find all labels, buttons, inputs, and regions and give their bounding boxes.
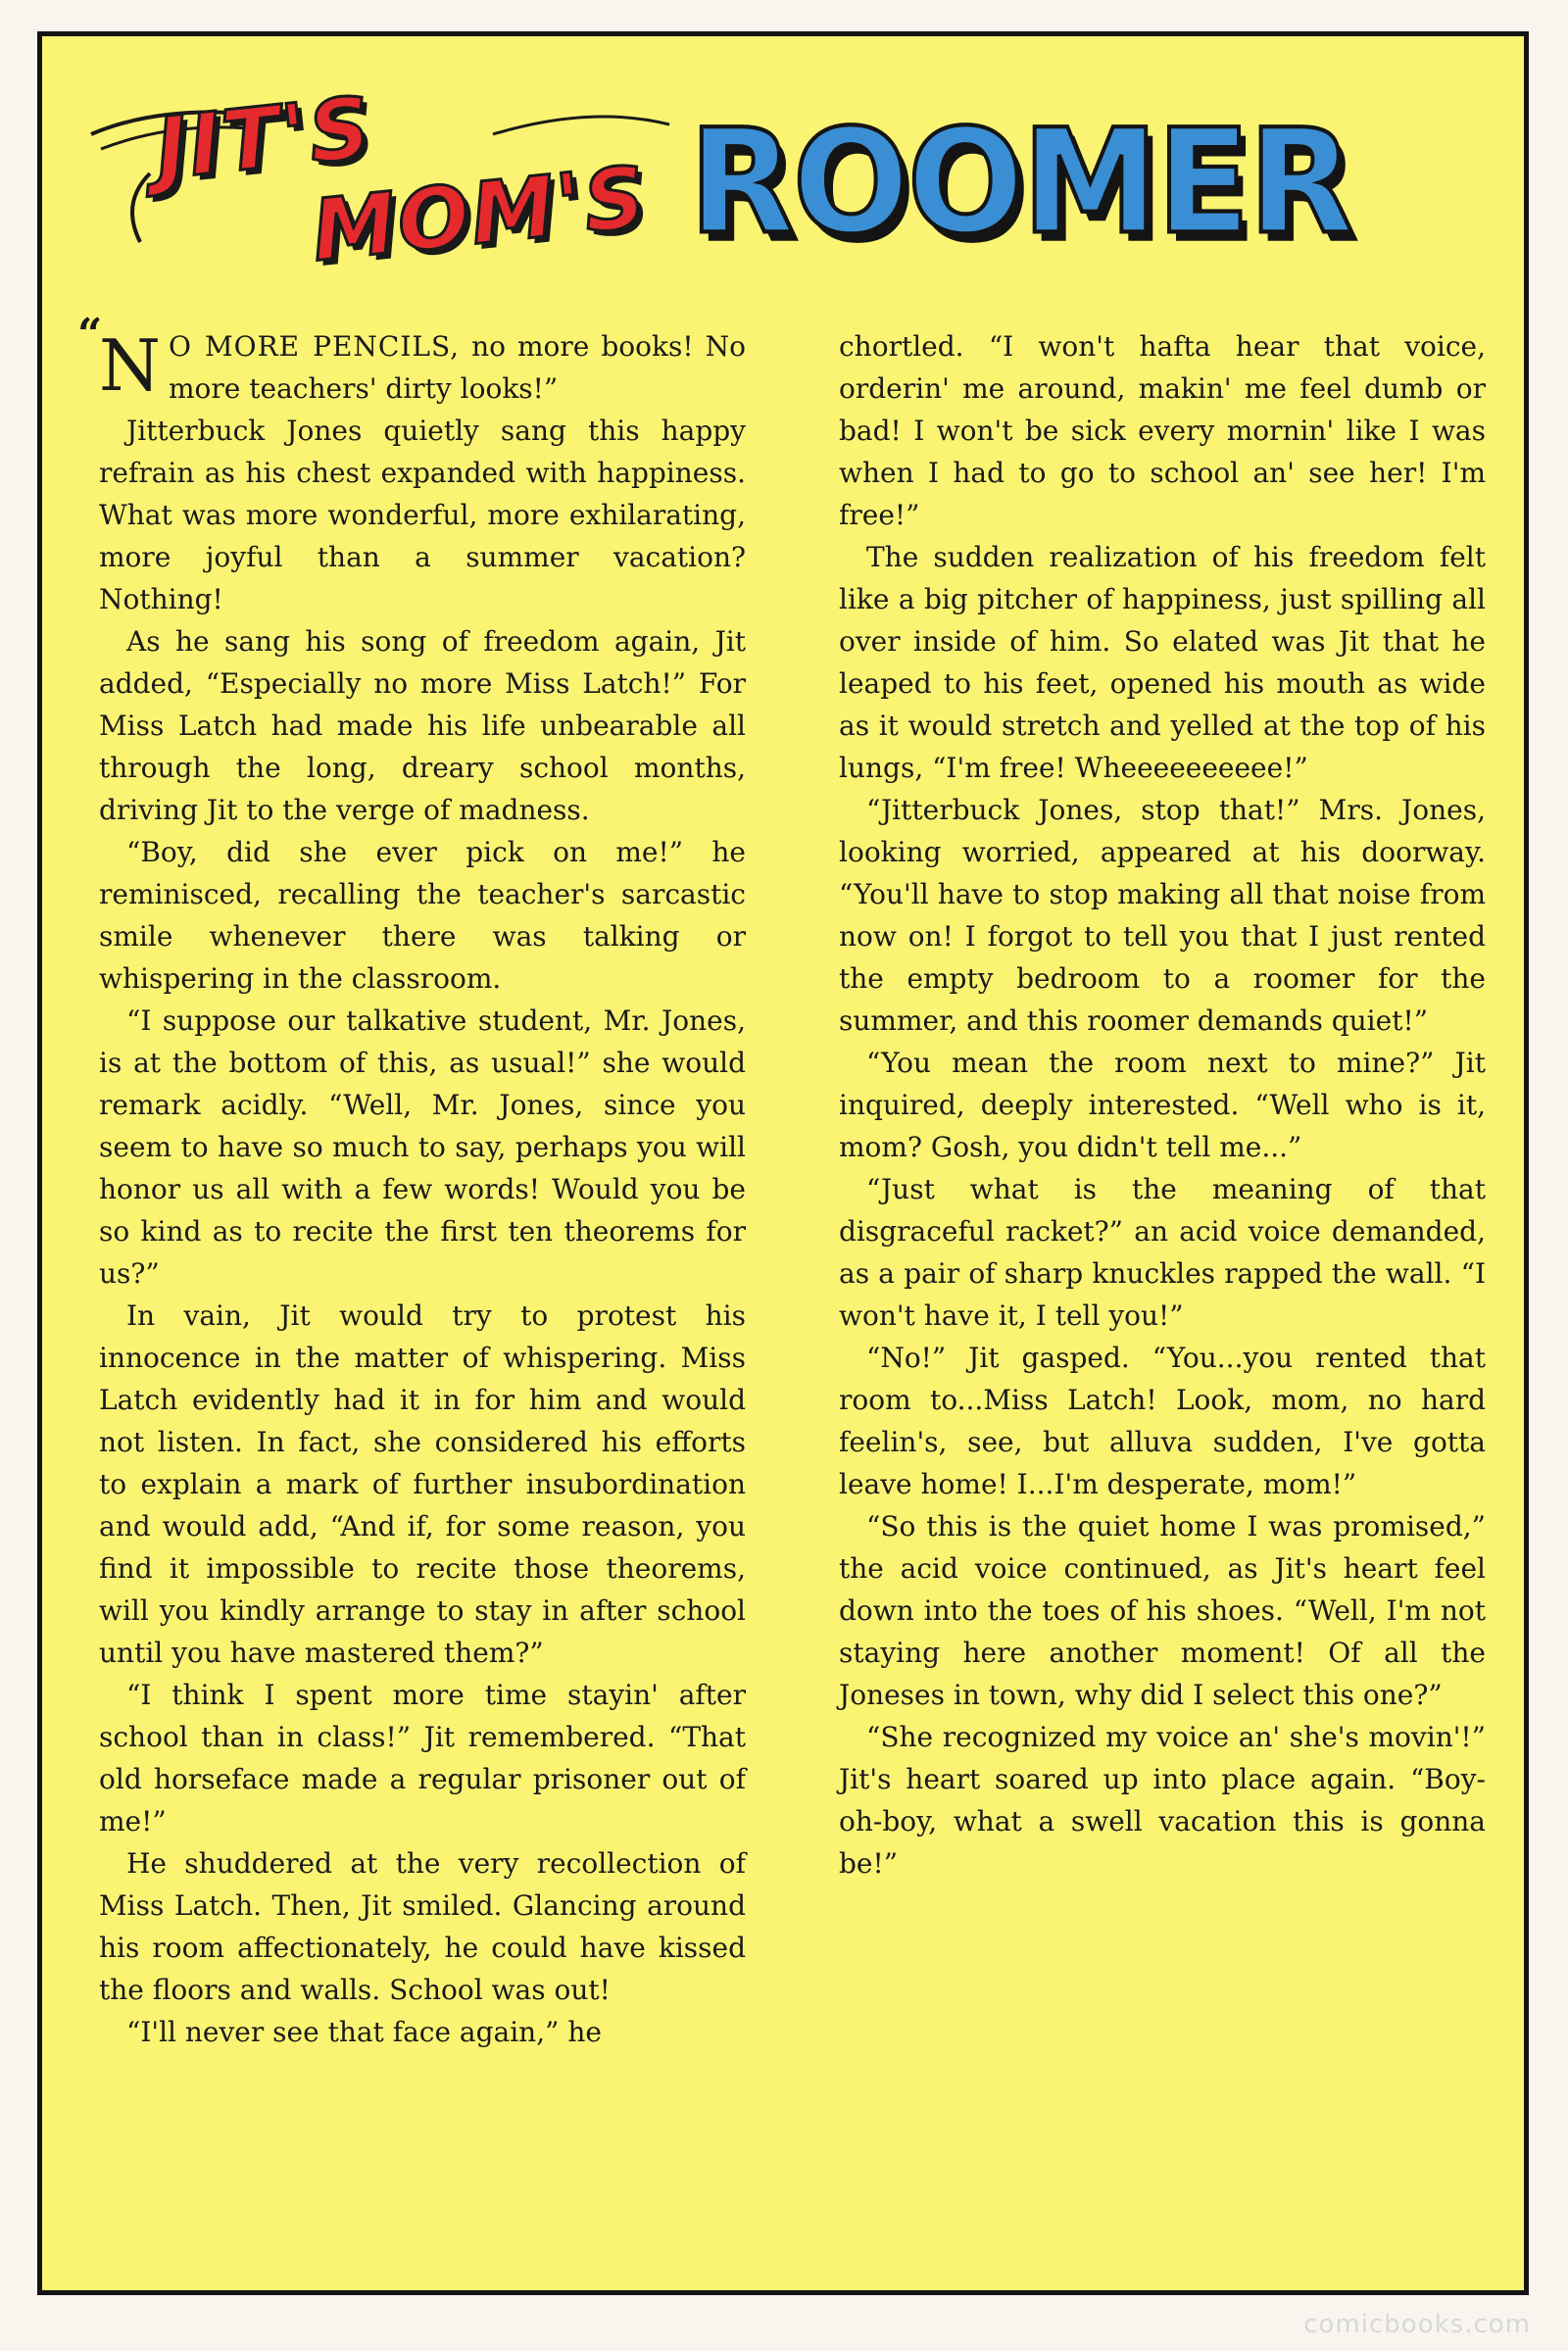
title-line-2: MOM'S — [307, 148, 652, 281]
paragraph: “Jitterbuck Jones, stop that!” Mrs. Jones, looking worried, appeared at his doorway. “You'll have to stop making all that noise from now on! I forgot to tell you that I just rented the empty bedroom to a roomer for the summer, and this roomer demands quiet!” — [839, 794, 1486, 1037]
title-banner — [42, 36, 1524, 301]
story-columns — [77, 310, 1491, 2246]
paragraph: As he sang his song of freedom again, Jit added, “Especially no more Miss Latch!” For Miss Latch had made his life unbearable all through the long, dreary school months, driving Jit to the verge of madness. — [99, 625, 746, 826]
paragraph: In vain, Jit would try to protest his innocence in the matter of whispering. Miss Latch evidently had it in for him and would not listen. In fact, she considered his efforts to explain a mark of further insubordination and would add, “And if, for some reason, you find it impossible to recite those theorems, will you kindly arrange to stay in after school until you have mastered them?” — [99, 1299, 746, 1669]
title-line-1: JIT'S — [151, 78, 377, 199]
paragraph: He shuddered at the very recollection of Miss Latch. Then, Jit smiled. Glancing around his room affectionately, he could have kissed the floors and walls. School was out! — [99, 1847, 746, 2006]
watermark: comicbooks.com — [1303, 2310, 1531, 2339]
story-column-right — [839, 325, 1486, 1885]
title-red-text — [151, 78, 664, 295]
paragraph: “Just what is the meaning of that disgraceful racket?” an acid voice demanded, as a pair of sharp knuckles rapped the wall. “I won't have it, I tell you!” — [839, 1173, 1486, 1332]
paragraph: “I think I spent more time stayin' after school than in class!” Jit remembered. “That old horseface made a regular prisoner out of me!” — [99, 1679, 746, 1837]
story-lead-paragraph — [99, 325, 746, 410]
drop-cap: N — [99, 324, 161, 407]
paragraph: “She recognized my voice an' she's movin'!” Jit's heart soared up into place again. “Boy-oh-boy, what a swell vacation this is gonna be!” — [839, 1721, 1486, 1880]
paragraph: “You mean the room next to mine?” Jit inquired, deeply interested. “Well who is it, mom? Gosh, you didn't tell me...” — [839, 1047, 1486, 1163]
paragraph: “No!” Jit gasped. “You...you rented that room to...Miss Latch! Look, mom, no hard feelin's, see, but alluva sudden, I've gotta leave home! I...I'm desperate, mom!” — [839, 1342, 1486, 1500]
story-column-left — [77, 310, 746, 2053]
paragraph: “So this is the quiet home I was promised,” the acid voice continued, as Jit's heart feel down into the toes of his shoes. “Well, I'm not staying here another moment! Of all the Joneses in town, why did I select this one?” — [839, 1510, 1486, 1711]
story-page — [37, 31, 1529, 2295]
paragraph: chortled. “I won't hafta hear that voice, orderin' me around, makin' me feel dumb or bad! I won't be sick every mornin' like I was when I had to go to school an' see her! I'm free!” — [839, 330, 1486, 531]
paragraph: “Boy, did she ever pick on me!” he reminisced, recalling the teacher's sarcastic smile whenever there was talking or whispering in the classroom. — [99, 836, 746, 995]
paragraph: The sudden realization of his freedom felt like a big pitcher of happiness, just spilling all over inside of him. So elated was Jit that he leaped to his feet, opened his mouth as wide as it would stretch and yelled at the top of his lungs, “I'm free! Wheeeeeeeeee!” — [839, 541, 1486, 784]
lead-caps: O MORE PENCILS, — [169, 330, 461, 363]
paragraph: “I'll never see that face again,” he — [126, 2016, 602, 2048]
lead-rest: no more books! No more teachers' dirty looks!” — [169, 330, 746, 405]
paragraph: Jitterbuck Jones quietly sang this happy refrain as his chest expanded with happiness. What was more wonderful, more exhilarating, more joyful than a summer vacation? Nothing! — [99, 415, 746, 615]
paragraph: “I suppose our talkative student, Mr. Jones, is at the bottom of this, as usual!” she would remark acidly. “Well, Mr. Jones, since you seem to have so much to say, perhaps you will honor us all with a few words! Would you be so kind as to recite the first ten theorems for us?” — [99, 1004, 746, 1290]
title-main: ROOMER — [689, 98, 1352, 268]
opening-quote-mark: “ — [77, 310, 103, 360]
